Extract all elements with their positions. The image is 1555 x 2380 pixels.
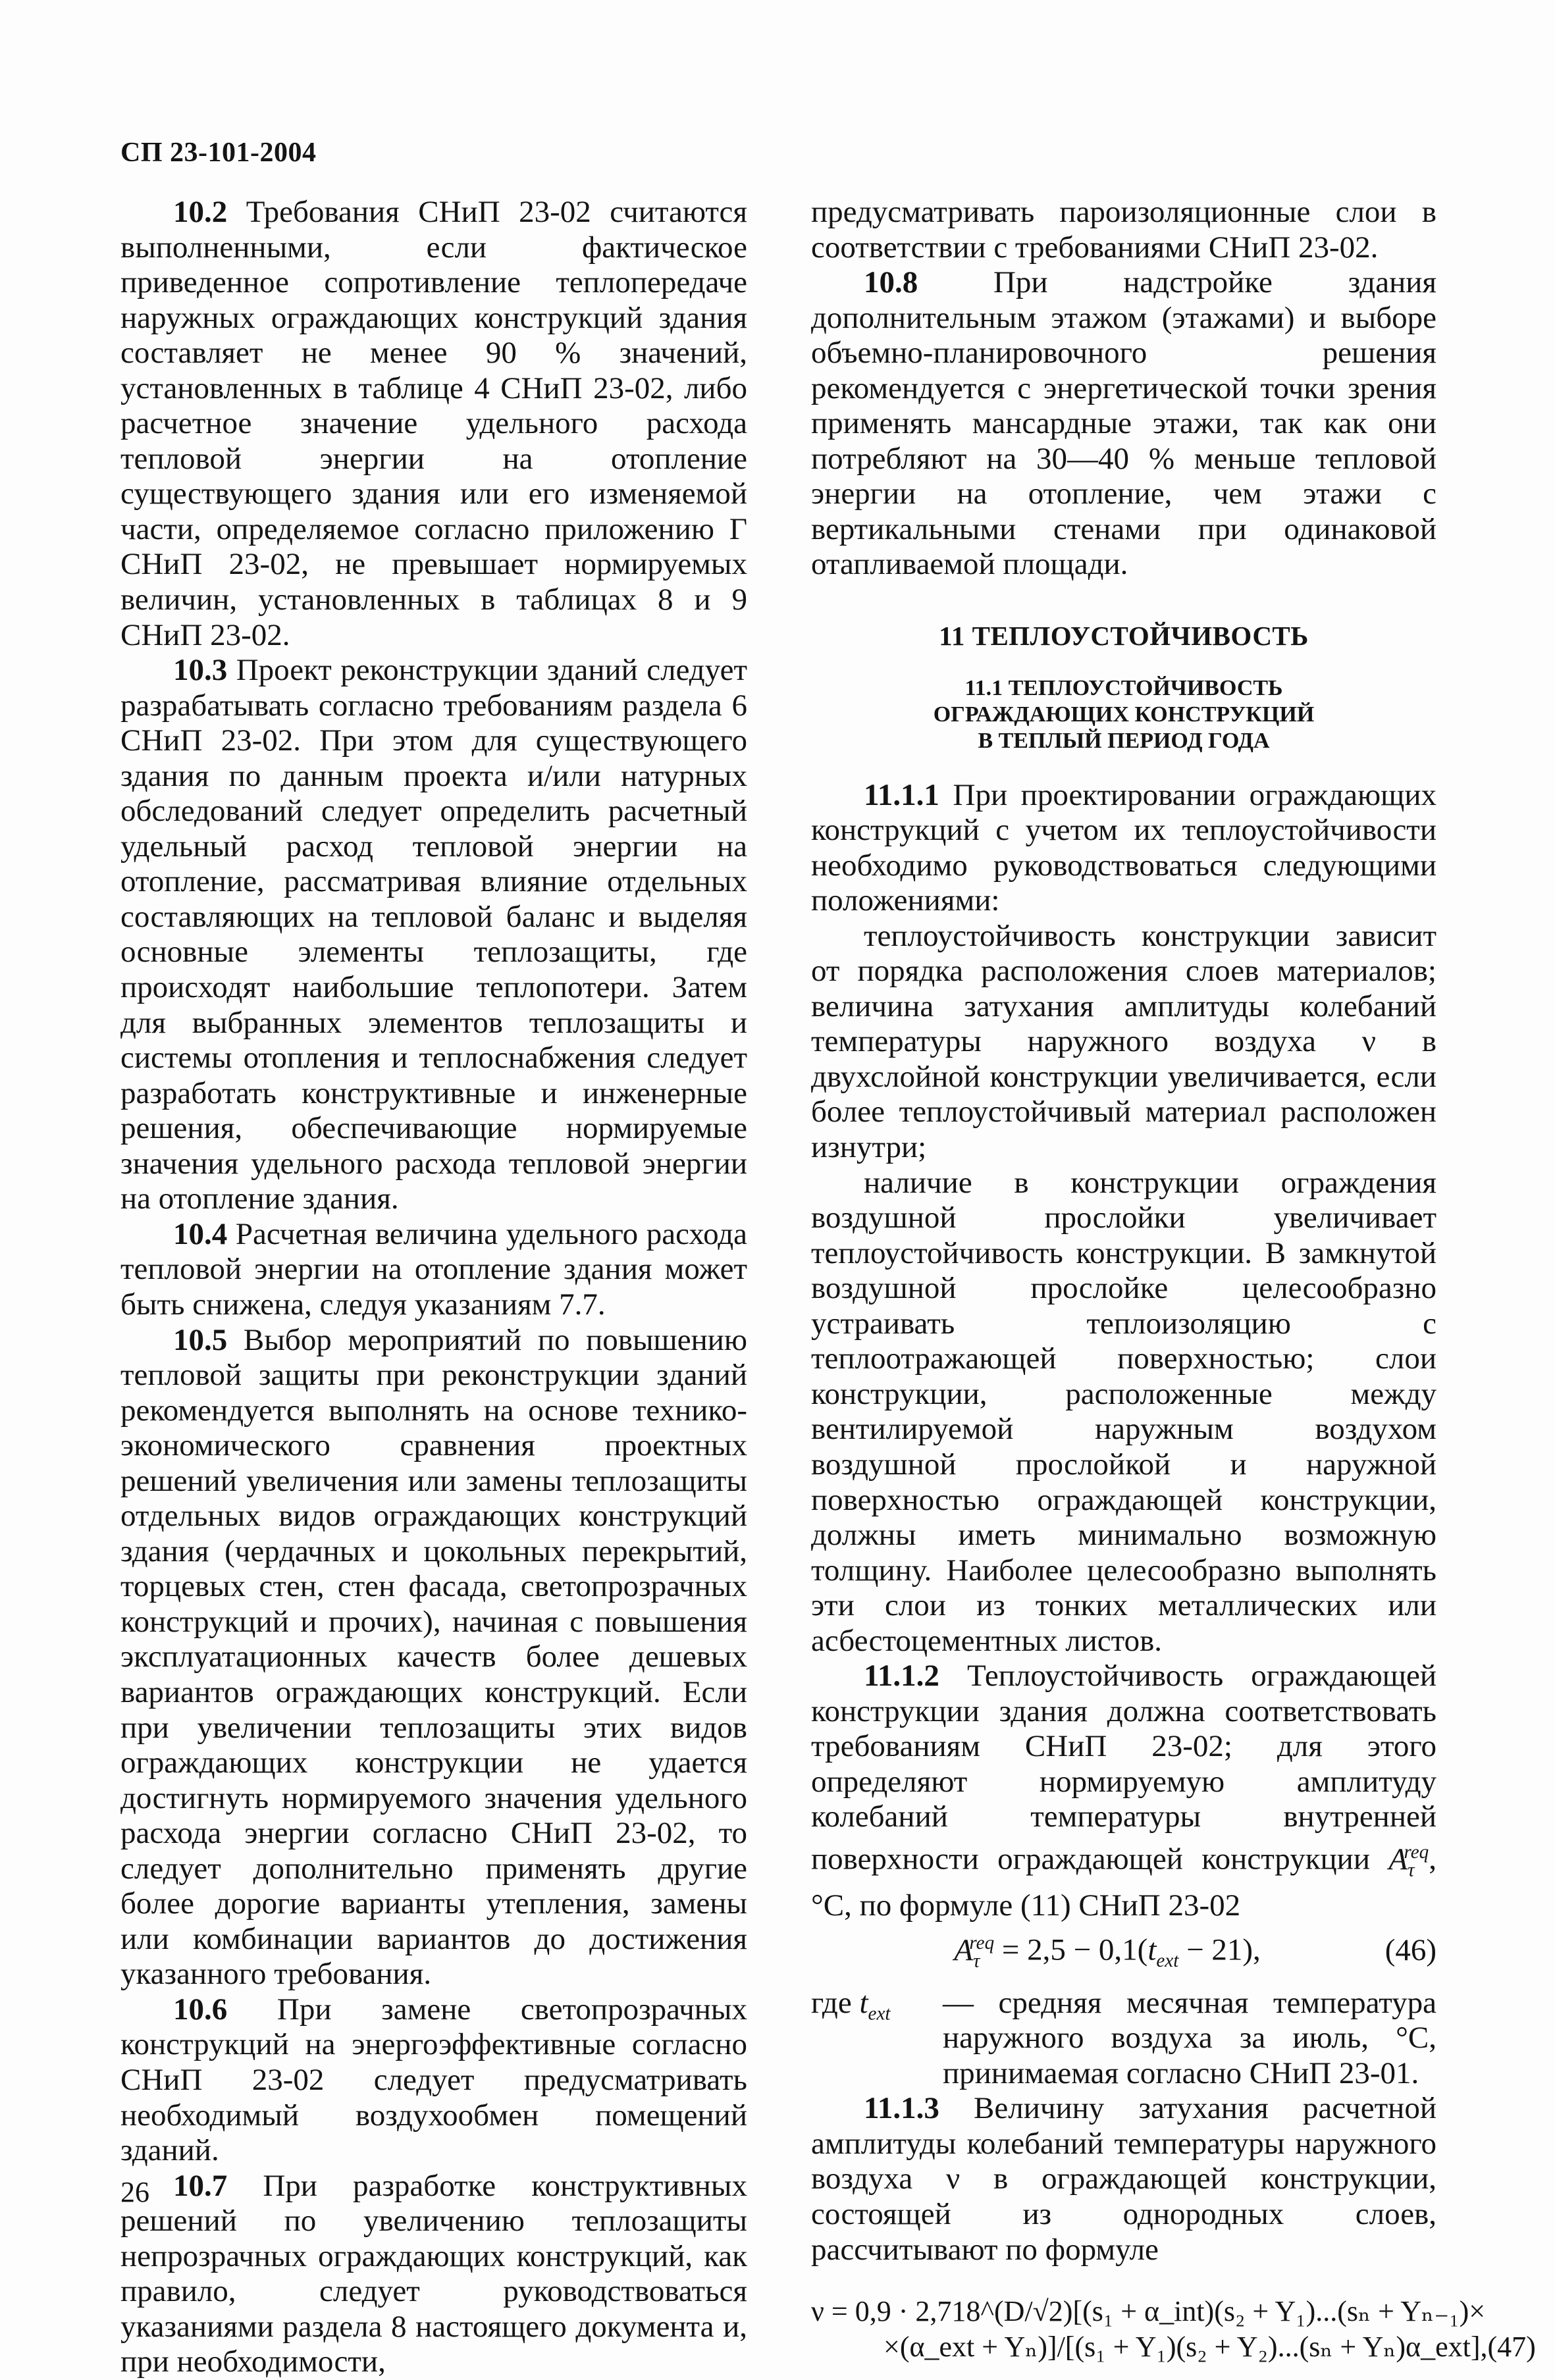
paragraph-11-1-3 xyxy=(811,2091,1436,2267)
formula-line: ×(α_ext + Yₙ)]/[(s₁ + Y₁)(s₂ + Y₂)...(sₙ + Yₙ)α_ext],(47) xyxy=(883,2331,1536,2364)
paragraph-text: Расчетная величина удельного расхода тепловой энергии на отопление здания может быть снижена, следуя указаниям 7.7. xyxy=(120,1216,747,1322)
paragraph-text: , °С, по формуле (11) СНиП 23-02 xyxy=(811,1842,1436,1923)
where-lead: где $t_{ext}$ xyxy=(811,1985,891,2025)
paragraph-10-7 xyxy=(120,2169,747,2380)
symbol-a-req: $A_\tau^{req}$ xyxy=(1388,1841,1429,1881)
subsection-title-line: В ТЕПЛЫЙ ПЕРИОД ГОДА xyxy=(978,728,1270,753)
paragraph-text: Выбор мероприятий по повышению тепловой защиты при реконструкции зданий рекомендуется выполнять на основе технико-экономического сравнения проектных решений увеличения или замены теплозащиты отдельных видов ограждающих конструкций здания (чердачных и цокольных перекрытий, торцевых стен, стен фасада, светопрозрачных конструкций и прочих), начиная с повышения эксплуатационных качеств более дешевых вариантов ограждающих конструкций. Если при увеличении теплозащиты этих видов ограждающих конструкции не удается достигнуть нормируемого значения удельного расхода энергии согласно СНиП 23-02, то следует дополнительно применять другие более дорогие варианты утепления, замены или комбинации вариантов до достижения указанного требования. xyxy=(120,1322,747,1992)
clause-number: 11.1.3 xyxy=(864,2091,939,2126)
clause-number: 10.8 xyxy=(864,265,918,300)
paragraph-10-4 xyxy=(120,1217,747,1323)
clause-number: 10.3 xyxy=(173,653,228,688)
paragraph-10-6 xyxy=(120,1992,747,2169)
clause-number: 10.2 xyxy=(173,195,228,229)
clause-number: 10.4 xyxy=(173,1216,228,1251)
equation-number: (47) xyxy=(1487,2331,1536,2364)
paragraph-11-1-1 xyxy=(811,778,1436,919)
left-column xyxy=(120,195,747,2380)
paragraph-text: При замене светопрозрачных конструкций на энергоэффективные согласно СНиП 23-02 следует предусматривать необходимый воздухообмен помещений зданий. xyxy=(120,1992,747,2168)
document-code-header: СП 23-101-2004 xyxy=(120,138,317,168)
paragraph-text: Величину затухания расчетной амплитуды колебаний температуры наружного воздуха ν в ограждающей конструкции, состоящей из однородных слоев, рассчитывают по формуле xyxy=(811,2091,1436,2267)
paragraph-text: Теплоустойчивость ограждающей конструкции здания должна соответствовать требованиям СНиП 23-02; для этого определяют нормируемую амплитуду колебаний температуры внутренней поверхности ограждающей конструкции xyxy=(811,1659,1436,1876)
clause-number: 11.1.2 xyxy=(864,1659,939,1694)
section-11-title: 11 ТЕПЛОУСТОЙЧИВОСТЬ xyxy=(939,621,1309,652)
list-item: наличие в конструкции ограждения воздушной прослойки увеличивает теплоустойчивость конструкции. В замкнутой воздушной прослойке целесообразно устраивать теплоизоляцию с теплоотражающей поверхностью; слои конструкции, расположенные между вентилируемой наружным воздухом воздушной прослойкой и наружной поверхностью ограждающей конструкции, должны иметь минимально возможную толщину. Наиболее целесообразно выполнять эти слои из тонких металлических или асбестоцементных листов. xyxy=(811,1165,1436,1658)
clause-number: 10.5 xyxy=(173,1322,228,1357)
right-column xyxy=(811,195,1536,2365)
formula-expression: $A_\tau^{req} = 2,5 - 0,1(t_{ext} - 21)$, xyxy=(954,1932,1261,1972)
paragraph-text: Требования СНиП 23-02 считаются выполненными, если фактическое приведенное сопротивление теплопередаче наружных ограждающих конструкций здания составляет не менее 90 % значений, установленных в таблице 4 СНиП 23-02, либо расчетное значение удельного расхода тепловой энергии на отопление существующего здания или его изменяемой части, определяемое согласно приложению Г СНиП 23-02, не превышает нормируемых величин, установленных в таблицах 8 и 9 СНиП 23-02. xyxy=(120,195,747,652)
paragraph-11-1-2 xyxy=(811,1659,1436,1923)
paragraph-10-2 xyxy=(120,195,747,653)
paragraph-text: При проектировании ограждающих конструкций с учетом их теплоустойчивости необходимо руководствоваться следующими положениями: xyxy=(811,777,1436,918)
clause-number: 11.1.1 xyxy=(864,777,939,812)
paragraph-text: При надстройке здания дополнительным этажом (этажами) и выборе объемно-планировочного решения рекомендуется с энергетической точки зрения применять мансардные этажи, так как они потребляют на 30—40 % меньше тепловой энергии на отопление, чем этажи с вертикальными стенами при одинаковой отапливаемой площади. xyxy=(811,265,1436,582)
paragraph-text: При разработке конструктивных решений по увеличению теплозащиты непрозрачных ограждающих конструкций, как правило, следует руководствоваться указаниями раздела 8 настоящего документа и, при необходимости, xyxy=(120,2168,747,2379)
paragraph-10-3 xyxy=(120,653,747,1217)
subsection-11-1-title xyxy=(811,675,1436,754)
formula-47 xyxy=(811,2294,1536,2365)
equation-number: (46) xyxy=(1384,1932,1436,1967)
list-item: теплоустойчивость конструкции зависит от порядка расположения слоев материалов; величина затухания амплитуды колебаний температуры наружного воздуха ν в двухслойной конструкции увеличивается, если более теплоустойчивый материал расположен изнутри; xyxy=(811,918,1436,1165)
where-definition: — средняя месячная температура наружного воздуха за июль, °С, принимаемая согласно СНиП 23-01. xyxy=(943,1985,1436,2090)
subsection-title-line: 11.1 ТЕПЛОУСТОЙЧИВОСТЬ xyxy=(964,675,1283,700)
paragraph-10-8 xyxy=(811,265,1436,582)
formula-line: ν = 0,9 · 2,718^(D/√2)[(s₁ + α_int)(s₂ + Y₁)...(sₙ + Yₙ₋₁)× xyxy=(811,2295,1486,2328)
formula-46 xyxy=(811,1926,1436,1979)
clause-number: 10.6 xyxy=(173,1992,228,2027)
paragraph-10-7-continued: предусматривать пароизоляционные слои в соответствии с требованиями СНиП 23-02. xyxy=(811,195,1436,265)
paragraph-text: Проект реконструкции зданий следует разрабатывать согласно требованиям раздела 6 СНиП 23-02. При этом для существующего здания по данным проекта и/или натурных обследований следует определить расчетный удельный расход тепловой энергии на отопление, рассматривая влияние отдельных составляющих на тепловой баланс и выделяя основные элементы теплозащиты, где происходят наибольшие теплопотери. Затем для выбранных элементов теплозащиты и системы отопления и теплоснабжения следует разработать конструктивные и инженерные решения, обеспечивающие нормируемые значения удельного расхода тепловой энергии на отопление здания. xyxy=(120,653,747,1216)
clause-number: 10.7 xyxy=(173,2168,228,2203)
subsection-title-line: ОГРАЖДАЮЩИХ КОНСТРУКЦИЙ xyxy=(933,702,1315,727)
formula-definitions xyxy=(811,1986,1436,2092)
paragraph-10-5 xyxy=(120,1323,747,1992)
page-number: 26 xyxy=(120,2176,149,2208)
